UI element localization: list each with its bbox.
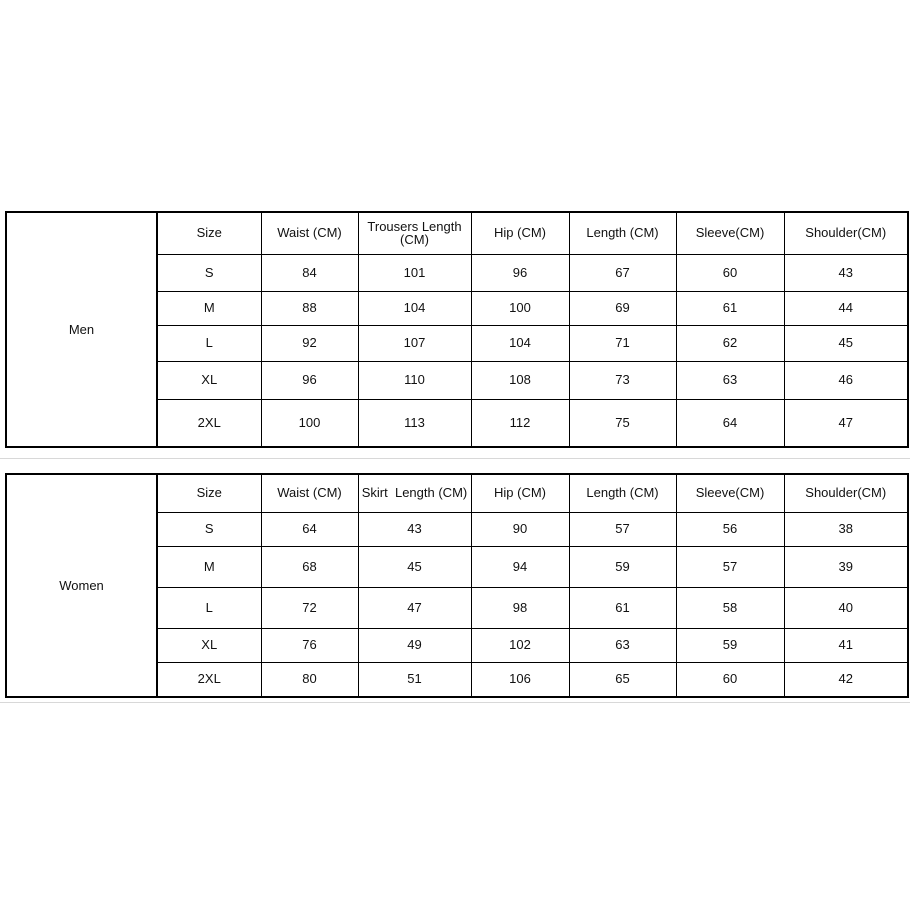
header-waist: Waist (CM) — [261, 212, 358, 254]
size-cell: 2XL — [157, 662, 261, 697]
men-size-table — [5, 211, 909, 448]
value-cell: 64 — [261, 512, 358, 546]
value-cell: 39 — [784, 546, 908, 587]
group-label-men: Men — [6, 212, 157, 447]
women-size-table — [5, 473, 909, 698]
value-cell: 43 — [784, 254, 908, 291]
size-cell: S — [157, 512, 261, 546]
value-cell: 57 — [569, 512, 676, 546]
value-cell: 94 — [471, 546, 569, 587]
value-cell: 42 — [784, 662, 908, 697]
value-cell: 92 — [261, 325, 358, 361]
value-cell: 98 — [471, 587, 569, 628]
value-cell: 45 — [358, 546, 471, 587]
header-row — [6, 212, 908, 254]
value-cell: 75 — [569, 399, 676, 447]
value-cell: 80 — [261, 662, 358, 697]
value-cell: 58 — [676, 587, 784, 628]
value-cell: 68 — [261, 546, 358, 587]
header-hip: Hip (CM) — [471, 212, 569, 254]
value-cell: 112 — [471, 399, 569, 447]
value-cell: 100 — [261, 399, 358, 447]
value-cell: 65 — [569, 662, 676, 697]
value-cell: 57 — [676, 546, 784, 587]
value-cell: 47 — [784, 399, 908, 447]
gridline — [0, 458, 910, 459]
size-cell: XL — [157, 361, 261, 399]
value-cell: 101 — [358, 254, 471, 291]
value-cell: 44 — [784, 291, 908, 325]
value-cell: 60 — [676, 254, 784, 291]
header-sleeve: Sleeve(CM) — [676, 474, 784, 512]
value-cell: 43 — [358, 512, 471, 546]
value-cell: 90 — [471, 512, 569, 546]
gridline — [0, 702, 910, 703]
header-size: Size — [157, 474, 261, 512]
value-cell: 51 — [358, 662, 471, 697]
value-cell: 59 — [569, 546, 676, 587]
size-cell: XL — [157, 628, 261, 662]
header-hip: Hip (CM) — [471, 474, 569, 512]
size-cell: M — [157, 291, 261, 325]
value-cell: 61 — [569, 587, 676, 628]
size-cell: L — [157, 587, 261, 628]
header-waist: Waist (CM) — [261, 474, 358, 512]
size-cell: 2XL — [157, 399, 261, 447]
value-cell: 61 — [676, 291, 784, 325]
value-cell: 63 — [676, 361, 784, 399]
value-cell: 64 — [676, 399, 784, 447]
size-cell: S — [157, 254, 261, 291]
value-cell: 76 — [261, 628, 358, 662]
value-cell: 47 — [358, 587, 471, 628]
value-cell: 69 — [569, 291, 676, 325]
value-cell: 104 — [358, 291, 471, 325]
value-cell: 96 — [261, 361, 358, 399]
value-cell: 107 — [358, 325, 471, 361]
value-cell: 56 — [676, 512, 784, 546]
value-cell: 113 — [358, 399, 471, 447]
value-cell: 46 — [784, 361, 908, 399]
header-trousers-length: Trousers Length (CM) — [358, 212, 471, 254]
header-size: Size — [157, 212, 261, 254]
size-cell: L — [157, 325, 261, 361]
header-shoulder: Shoulder(CM) — [784, 212, 908, 254]
size-cell: M — [157, 546, 261, 587]
header-sleeve: Sleeve(CM) — [676, 212, 784, 254]
value-cell: 100 — [471, 291, 569, 325]
value-cell: 40 — [784, 587, 908, 628]
value-cell: 72 — [261, 587, 358, 628]
header-length: Length (CM) — [569, 212, 676, 254]
value-cell: 59 — [676, 628, 784, 662]
header-shoulder: Shoulder(CM) — [784, 474, 908, 512]
value-cell: 106 — [471, 662, 569, 697]
value-cell: 60 — [676, 662, 784, 697]
header-skirt-length: Skirt Length (CM) — [358, 474, 471, 512]
value-cell: 63 — [569, 628, 676, 662]
value-cell: 62 — [676, 325, 784, 361]
value-cell: 96 — [471, 254, 569, 291]
value-cell: 108 — [471, 361, 569, 399]
group-label-women: Women — [6, 474, 157, 697]
value-cell: 45 — [784, 325, 908, 361]
value-cell: 73 — [569, 361, 676, 399]
header-row — [6, 474, 908, 512]
value-cell: 88 — [261, 291, 358, 325]
value-cell: 84 — [261, 254, 358, 291]
value-cell: 41 — [784, 628, 908, 662]
value-cell: 67 — [569, 254, 676, 291]
value-cell: 104 — [471, 325, 569, 361]
value-cell: 102 — [471, 628, 569, 662]
value-cell: 110 — [358, 361, 471, 399]
value-cell: 38 — [784, 512, 908, 546]
value-cell: 49 — [358, 628, 471, 662]
header-length: Length (CM) — [569, 474, 676, 512]
value-cell: 71 — [569, 325, 676, 361]
